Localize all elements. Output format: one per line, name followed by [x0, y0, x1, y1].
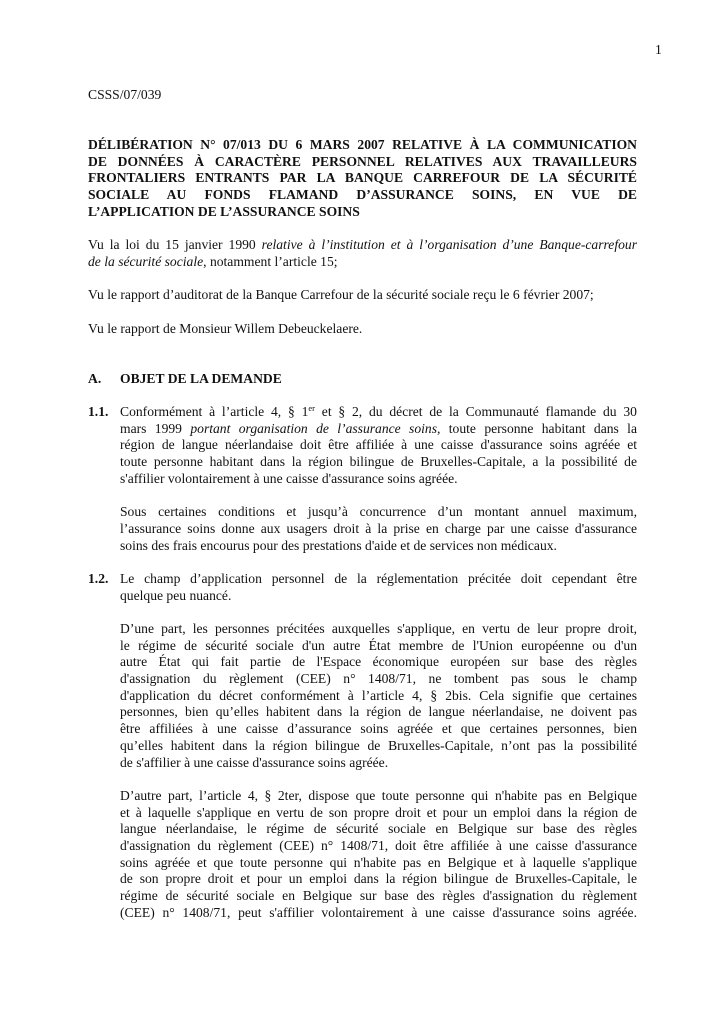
- text-line: et à laquelle s'applique en vertu de son propre droit et pour un emploi dans la région de: [120, 804, 637, 820]
- text-line: toute personne habitant dans la région bilingue de Bruxelles-Capitale, a la possibilité de: [120, 454, 637, 470]
- text-line: Le champ d’application personnel de la réglementation précitée doit cependant être: [120, 570, 637, 586]
- page-number: 1: [655, 42, 662, 57]
- text-line: d'application du décret conformément à l’article 4, § 2bis. Cela signifie que certaines: [120, 687, 637, 703]
- paragraph-1-2: [88, 571, 637, 921]
- text-line: personnes, bien qu’elles habitent dans la région de langue néerlandaise, ne doivent pas: [120, 704, 637, 720]
- section-number: A.: [88, 370, 102, 386]
- text-line: de s'affilier à une caisse d'assurance soins agréée.: [120, 754, 389, 770]
- title-line: SOCIALE AU FONDS FLAMAND D’ASSURANCE SOINS, EN VUE DE: [88, 187, 637, 203]
- text-line: l’assurance soins donne aux usagers droit à la prise en charge par une caisse d'assurance: [120, 520, 637, 536]
- text-line: s'affilier volontairement à une caisse d'assurance soins agréée.: [120, 470, 458, 486]
- paragraph-1-1: [88, 404, 637, 554]
- text-line: D’autre part, l’article 4, § 2ter, dispose que toute personne qui n'habite pas en Belgique: [120, 787, 637, 803]
- text-line: qu’elles habitent dans la région bilingue de Bruxelles-Capitale, n’ont pas la possibilité: [120, 737, 637, 753]
- text-line: de son propre droit et pour un emploi dans la région bilingue de Bruxelles-Capitale, le: [120, 871, 637, 887]
- section-title: OBJET DE LA DEMANDE: [120, 370, 282, 386]
- title-line: FRONTALIERS ENTRANTS PAR LA BANQUE CARREFOUR DE LA SÉCURITÉ: [88, 170, 637, 186]
- title-line: DE DONNÉES À CARACTÈRE PERSONNEL RELATIVES AUX TRAVAILLEURS: [88, 153, 637, 169]
- vu-rapport-paragraph: Vu le rapport de Monsieur Willem Debeuckelaere.: [88, 320, 363, 336]
- vu-auditorat-paragraph: Vu le rapport d’auditorat de la Banque Carrefour de la sécurité sociale reçu le 6 février 2007;: [88, 287, 594, 303]
- text-line: soins des frais encourus pour des prestations d'aide et de services non médicaux.: [120, 537, 557, 553]
- paragraph-number: 1.1.: [88, 404, 109, 420]
- paragraph-number: 1.2.: [88, 570, 109, 586]
- text-line: soins agréée et que toute personne qui n'habite pas en Belgique et à laquelle s'applique: [120, 854, 637, 870]
- text-line: être affiliées à une caisse d’assurance soins agréée et que certaines personnes, bien: [120, 721, 637, 737]
- text-line: d'assignation du règlement (CEE) n° 1408/71, doit être affiliée à une caisse d'assurance: [120, 837, 637, 853]
- law-title-italic: de la sécurité sociale: [88, 253, 204, 269]
- text: Vu la loi du 15 janvier 1990: [88, 237, 262, 253]
- text-line: région de langue néerlandaise doit être affiliée à une caisse d'assurance soins agréée et: [120, 437, 637, 453]
- document-body: [88, 87, 637, 921]
- text-line: langue néerlandaise, le régime de sécurité sociale en Belgique sur base des règles: [120, 821, 637, 837]
- text-line: [120, 404, 637, 421]
- decree-title-italic: portant organisation de l’assurance soins: [190, 420, 438, 436]
- title-line: DÉLIBÉRATION N° 07/013 DU 6 MARS 2007 RELATIVE À LA COMMUNICATION: [88, 137, 637, 153]
- text: Conformément à l’article 4, § 1: [120, 404, 309, 420]
- text-line: [88, 237, 637, 254]
- text-line: régime de sécurité sociale en Belgique sur base des règles d'assignation du règlement: [120, 888, 637, 904]
- text-line: [120, 421, 637, 438]
- text-line: Sous certaines conditions et jusqu’à concurrence d’un montant annuel maximum,: [120, 504, 637, 520]
- reference-number: CSSS/07/039: [88, 87, 162, 102]
- superscript: er: [308, 403, 315, 414]
- section-a-heading: [88, 371, 637, 388]
- text-line: quelque peu nuancé.: [120, 587, 232, 603]
- text-line: le régime de sécurité sociale d'un autre État membre de l'Union européenne ou d'un: [120, 637, 637, 653]
- text-line: [88, 254, 637, 271]
- text-line: d'assignation du règlement (CEE) n° 1408/71, ne tombent pas sous le champ: [120, 671, 637, 687]
- text: et § 2, du décret de la Communauté flamande du 30: [314, 404, 637, 420]
- law-title-italic: relative à l’institution et à l’organisation d’une Banque-carrefour: [261, 237, 637, 253]
- text: mars 1999: [120, 420, 191, 436]
- vu-loi-paragraph: [88, 237, 637, 270]
- text-line: autre État qui fait partie de l'Espace économique européen sur base des règles: [120, 654, 637, 670]
- deliberation-title: [88, 137, 637, 220]
- text: , notamment l’article 15;: [203, 253, 338, 269]
- text-line: D’une part, les personnes précitées auxquelles s'applique, en vertu de leur propre droit,: [120, 621, 637, 637]
- title-line: L’APPLICATION DE L’ASSURANCE SOINS: [88, 203, 360, 219]
- text-line: (CEE) n° 1408/71, peut s'affilier volontairement à une caisse d'assurance soins agréée.: [120, 904, 637, 920]
- text: , toute personne habitant dans la: [437, 420, 637, 436]
